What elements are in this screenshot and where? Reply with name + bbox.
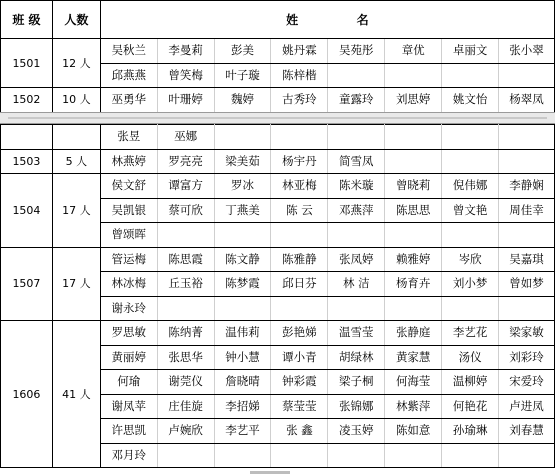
student-name-cell[interactable]: 吴秋兰 [100, 39, 157, 64]
student-name-cell[interactable]: 谢莞仪 [157, 370, 214, 395]
student-name-cell[interactable]: 陈文静 [214, 247, 271, 272]
class-header: 班 级 [1, 1, 53, 39]
roster-table-bottom [0, 124, 555, 468]
student-name-cell[interactable]: 孙瑜琳 [442, 419, 499, 444]
student-name-cell[interactable] [214, 125, 271, 150]
student-name-cell[interactable] [271, 443, 328, 468]
student-name-cell[interactable]: 刘小梦 [442, 272, 499, 297]
student-name-cell[interactable]: 张思华 [157, 345, 214, 370]
student-name-cell[interactable]: 邓月玲 [100, 443, 157, 468]
student-name-cell[interactable]: 林 洁 [328, 272, 385, 297]
student-name-cell[interactable]: 陈梓楷 [271, 63, 328, 88]
student-name-cell[interactable]: 李曼莉 [157, 39, 214, 64]
student-name-cell[interactable] [328, 296, 385, 321]
class-id-cell[interactable]: 1504 [1, 174, 53, 248]
student-count-cell[interactable]: 10 人 [52, 88, 100, 113]
student-name-cell[interactable]: 邱日芬 [271, 272, 328, 297]
student-name-cell[interactable] [499, 223, 555, 248]
student-name-cell[interactable]: 罗冰 [214, 174, 271, 199]
student-name-cell[interactable]: 李艺花 [442, 321, 499, 346]
student-name-cell[interactable]: 钟小慧 [214, 345, 271, 370]
student-name-cell[interactable]: 梁子桐 [328, 370, 385, 395]
student-name-cell[interactable]: 彭美 [214, 39, 271, 64]
student-name-cell[interactable] [385, 125, 442, 150]
student-name-cell[interactable] [499, 443, 555, 468]
student-name-cell[interactable]: 赖雅婷 [385, 247, 442, 272]
student-name-cell[interactable]: 温柳婷 [442, 370, 499, 395]
student-name-cell[interactable]: 陈纳菁 [157, 321, 214, 346]
student-name-cell[interactable] [385, 296, 442, 321]
student-name-cell[interactable]: 陈梦霞 [214, 272, 271, 297]
student-count-cell[interactable]: 12 人 [52, 39, 100, 88]
student-name-cell[interactable] [157, 296, 214, 321]
header-row [1, 1, 555, 39]
student-name-cell[interactable] [442, 443, 499, 468]
student-name-cell[interactable]: 陈思思 [385, 198, 442, 223]
student-count-cell[interactable]: 5 人 [52, 149, 100, 174]
student-name-cell[interactable] [442, 125, 499, 150]
student-name-cell[interactable] [214, 223, 271, 248]
student-name-cell[interactable]: 谢永玲 [100, 296, 157, 321]
student-name-cell[interactable]: 谢凤苹 [100, 394, 157, 419]
student-name-cell[interactable]: 曾晓莉 [385, 174, 442, 199]
student-name-cell[interactable]: 丁燕美 [214, 198, 271, 223]
student-name-cell[interactable]: 刘彩玲 [499, 345, 555, 370]
student-name-cell[interactable]: 何艳花 [442, 394, 499, 419]
student-name-cell[interactable]: 曾笑梅 [157, 63, 214, 88]
student-name-cell[interactable]: 岑欣 [442, 247, 499, 272]
student-name-cell[interactable]: 吴凯银 [100, 198, 157, 223]
student-name-cell[interactable]: 汤仪 [442, 345, 499, 370]
student-name-cell[interactable]: 魏婷 [214, 88, 271, 113]
student-count-cell[interactable] [52, 125, 100, 150]
student-name-cell[interactable]: 李静娴 [499, 174, 555, 199]
student-name-cell[interactable] [385, 63, 442, 88]
student-name-cell[interactable] [499, 296, 555, 321]
student-name-cell[interactable]: 林亚梅 [271, 174, 328, 199]
student-name-cell[interactable]: 何海莹 [385, 370, 442, 395]
student-name-cell[interactable] [328, 125, 385, 150]
student-name-cell[interactable]: 黄家慧 [385, 345, 442, 370]
student-name-cell[interactable] [271, 296, 328, 321]
student-name-cell[interactable] [328, 443, 385, 468]
student-name-cell[interactable] [214, 443, 271, 468]
student-name-cell[interactable]: 凌玉婷 [328, 419, 385, 444]
student-name-cell[interactable]: 简雪凤 [328, 149, 385, 174]
student-name-cell[interactable]: 李招娣 [214, 394, 271, 419]
student-name-cell[interactable] [442, 223, 499, 248]
student-name-cell[interactable] [157, 443, 214, 468]
student-name-cell[interactable]: 姚丹霖 [271, 39, 328, 64]
student-name-cell[interactable]: 罗亮亮 [157, 149, 214, 174]
student-name-cell[interactable]: 陈雅静 [271, 247, 328, 272]
student-name-cell[interactable] [157, 223, 214, 248]
student-name-cell[interactable]: 温雪莹 [328, 321, 385, 346]
student-name-cell[interactable]: 曾颂晖 [100, 223, 157, 248]
student-name-cell[interactable] [385, 149, 442, 174]
student-name-cell[interactable]: 叶子璇 [214, 63, 271, 88]
student-name-cell[interactable]: 周佳幸 [499, 198, 555, 223]
student-name-cell[interactable]: 杨育卉 [385, 272, 442, 297]
student-name-cell[interactable] [499, 125, 555, 150]
student-name-cell[interactable]: 巫勇华 [100, 88, 157, 113]
student-name-cell[interactable]: 章优 [385, 39, 442, 64]
student-name-cell[interactable]: 卢婉欣 [157, 419, 214, 444]
student-name-cell[interactable]: 曾文艳 [442, 198, 499, 223]
student-name-cell[interactable]: 蔡莹莹 [271, 394, 328, 419]
student-name-cell[interactable]: 胡绿林 [328, 345, 385, 370]
class-id-cell[interactable] [1, 125, 53, 150]
student-name-cell[interactable]: 刘春慧 [499, 419, 555, 444]
student-name-cell[interactable]: 李艺平 [214, 419, 271, 444]
student-name-cell[interactable]: 刘思婷 [385, 88, 442, 113]
student-name-cell[interactable]: 温伟莉 [214, 321, 271, 346]
student-name-cell[interactable]: 黄丽婷 [100, 345, 157, 370]
student-name-cell[interactable]: 叶珊婷 [157, 88, 214, 113]
student-name-cell[interactable] [499, 63, 555, 88]
student-name-cell[interactable]: 罗思敏 [100, 321, 157, 346]
student-name-cell[interactable]: 卓丽文 [442, 39, 499, 64]
student-name-cell[interactable]: 谭小青 [271, 345, 328, 370]
student-count-cell[interactable]: 17 人 [52, 174, 100, 248]
sheet-split-divider [0, 112, 555, 124]
student-name-cell[interactable]: 梁美茹 [214, 149, 271, 174]
student-name-cell[interactable]: 张静庭 [385, 321, 442, 346]
student-name-cell[interactable]: 庄佳旋 [157, 394, 214, 419]
student-name-cell[interactable]: 陈如意 [385, 419, 442, 444]
roster-table-top [0, 0, 555, 113]
student-name-cell[interactable]: 曾如梦 [499, 272, 555, 297]
student-name-cell[interactable]: 邱燕燕 [100, 63, 157, 88]
table-row [1, 247, 555, 272]
student-name-cell[interactable]: 彭艳娣 [271, 321, 328, 346]
student-name-cell[interactable]: 丘玉裕 [157, 272, 214, 297]
student-name-cell[interactable]: 陈 云 [271, 198, 328, 223]
student-name-cell[interactable] [442, 63, 499, 88]
student-name-cell[interactable]: 杨宇丹 [271, 149, 328, 174]
student-name-cell[interactable]: 何瑜 [100, 370, 157, 395]
student-name-cell[interactable] [499, 149, 555, 174]
student-name-cell[interactable]: 巫娜 [157, 125, 214, 150]
student-name-cell[interactable] [442, 296, 499, 321]
student-name-cell[interactable]: 张小翠 [499, 39, 555, 64]
student-name-cell[interactable] [214, 296, 271, 321]
student-name-cell[interactable]: 古秀玲 [271, 88, 328, 113]
student-name-cell[interactable] [328, 63, 385, 88]
student-name-cell[interactable]: 宋爱玲 [499, 370, 555, 395]
student-count-cell[interactable]: 41 人 [52, 321, 100, 468]
count-header: 人数 [52, 1, 100, 39]
student-name-cell[interactable] [271, 223, 328, 248]
student-name-cell[interactable] [385, 223, 442, 248]
student-name-cell[interactable] [271, 125, 328, 150]
student-name-cell[interactable]: 张锦娜 [328, 394, 385, 419]
student-name-cell[interactable]: 卢进凤 [499, 394, 555, 419]
table-row [1, 149, 555, 174]
student-name-cell[interactable]: 蔡可欣 [157, 198, 214, 223]
student-name-cell[interactable]: 童露玲 [328, 88, 385, 113]
student-name-cell[interactable]: 梁家敏 [499, 321, 555, 346]
student-count-cell[interactable]: 17 人 [52, 247, 100, 321]
names-header: 姓 名 [100, 1, 554, 39]
student-name-cell[interactable]: 许思凯 [100, 419, 157, 444]
student-name-cell[interactable]: 钟彩霞 [271, 370, 328, 395]
student-name-cell[interactable]: 吴苑彤 [328, 39, 385, 64]
student-name-cell[interactable]: 姚文怡 [442, 88, 499, 113]
table-row [1, 174, 555, 199]
class-id-cell[interactable]: 1503 [1, 149, 53, 174]
student-name-cell[interactable]: 张凤婷 [328, 247, 385, 272]
student-name-cell[interactable]: 侯文舒 [100, 174, 157, 199]
student-name-cell[interactable] [385, 443, 442, 468]
student-name-cell[interactable]: 吴嘉琪 [499, 247, 555, 272]
student-name-cell[interactable]: 詹晓晴 [214, 370, 271, 395]
student-name-cell[interactable]: 陈思霞 [157, 247, 214, 272]
student-name-cell[interactable]: 倪伟娜 [442, 174, 499, 199]
student-name-cell[interactable]: 邓燕萍 [328, 198, 385, 223]
student-name-cell[interactable]: 杨翠凤 [499, 88, 555, 113]
student-name-cell[interactable]: 张 鑫 [271, 419, 328, 444]
table-row [1, 125, 555, 150]
student-name-cell[interactable]: 管运梅 [100, 247, 157, 272]
student-name-cell[interactable]: 林燕婷 [100, 149, 157, 174]
student-name-cell[interactable]: 张昱 [100, 125, 157, 150]
table-row [1, 88, 555, 113]
student-name-cell[interactable]: 林紫萍 [385, 394, 442, 419]
class-id-cell[interactable]: 1606 [1, 321, 53, 468]
class-id-cell[interactable]: 1507 [1, 247, 53, 321]
student-name-cell[interactable]: 谭富方 [157, 174, 214, 199]
table-row [1, 321, 555, 346]
student-name-cell[interactable] [442, 149, 499, 174]
student-name-cell[interactable]: 林冰梅 [100, 272, 157, 297]
student-name-cell[interactable] [328, 223, 385, 248]
table-row [1, 39, 555, 64]
class-id-cell[interactable]: 1501 [1, 39, 53, 88]
class-id-cell[interactable]: 1502 [1, 88, 53, 113]
student-name-cell[interactable]: 陈米璇 [328, 174, 385, 199]
